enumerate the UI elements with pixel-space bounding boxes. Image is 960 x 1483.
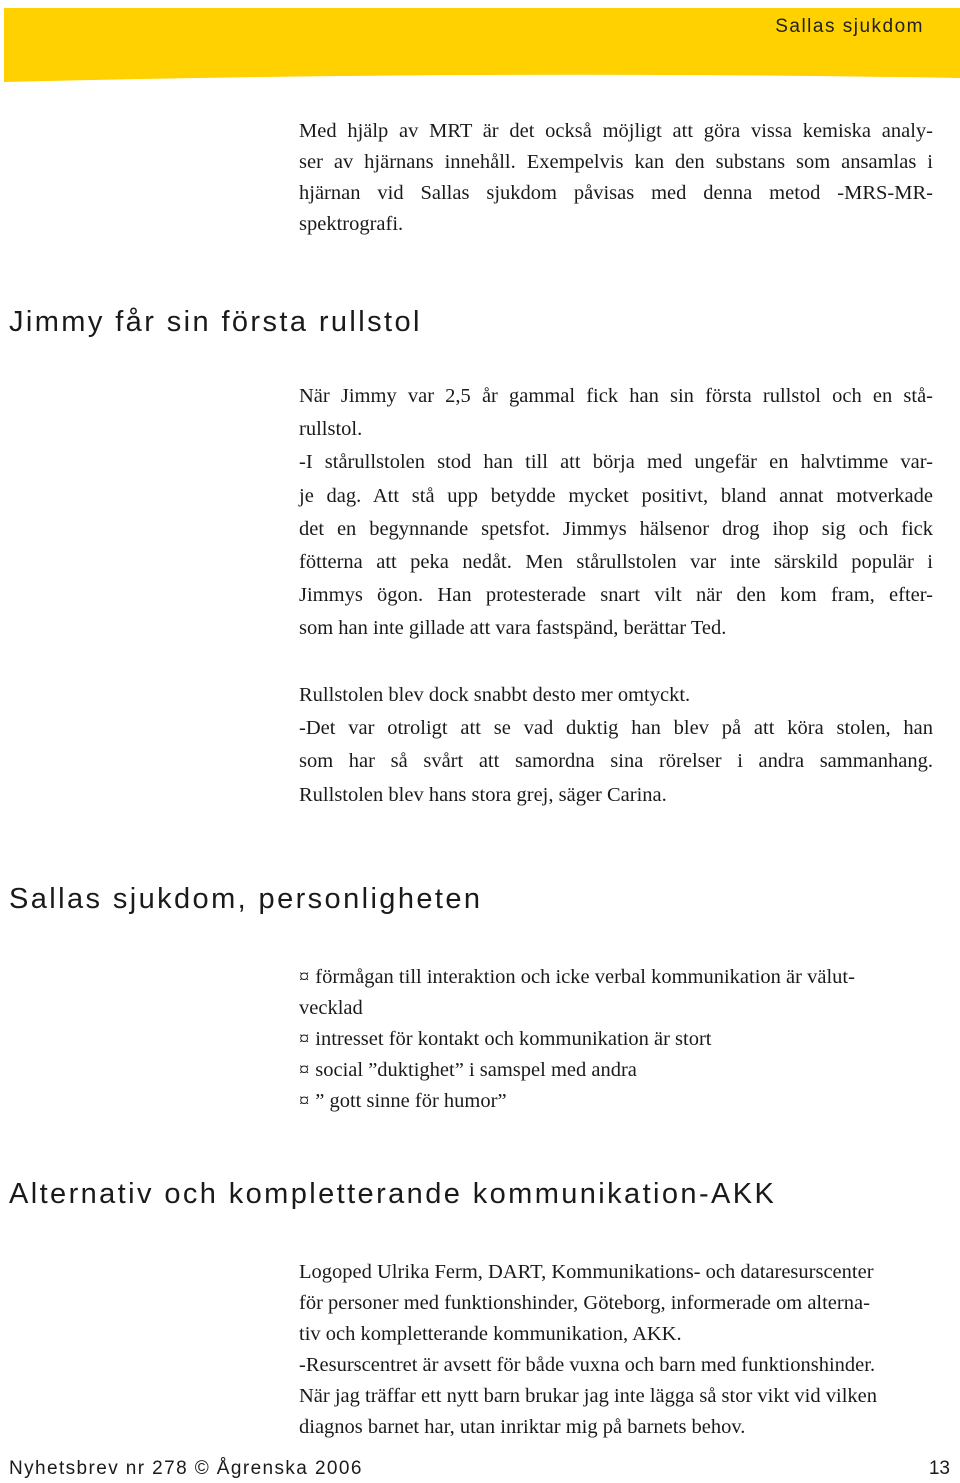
text-line: Rullstolen blev dock snabbt desto mer omtyckt. [299, 684, 691, 706]
text-line: hjärnan vid Sallas sjukdom påvisas med denna metod -MRS-MR- [299, 182, 933, 204]
jimmy-paragraph-1 [299, 380, 933, 646]
text-line: som han inte gillade att vara fastspänd, berättar Ted. [299, 617, 727, 640]
list-item-text-continued: vecklad [299, 997, 363, 1019]
text-line: -I stårullstolen stod han till att börja med ungefär en halvtimme var- [299, 451, 933, 474]
footer-publication: Nyhetsbrev nr 278 © Ågrenska 2006 [9, 1458, 363, 1479]
text-line: diagnos barnet har, utan inriktar mig på barnets behov. [299, 1416, 746, 1438]
bullet-icon: ¤ [299, 1059, 310, 1081]
jimmy-paragraph-2 [299, 679, 933, 812]
text-line: När jag träffar ett nytt barn brukar jag inte lägga så stor vikt vid vilken [299, 1385, 877, 1407]
list-item-text: ” gott sinne för humor” [315, 1090, 507, 1112]
bullet-icon: ¤ [299, 1090, 310, 1112]
text-line: -Det var otroligt att se vad duktig han blev på att köra stolen, han [299, 717, 933, 740]
list-item-text: intresset för kontakt och kommunikation är stort [315, 1028, 712, 1050]
text-line: Jimmys ögon. Han protesterade snart vilt när den kom fram, efter- [299, 584, 933, 607]
text-line: som har så svårt att samordna sina rörelser i andra sammanhang. [299, 750, 933, 773]
text-line: tiv och kompletterande kommunikation, AKK. [299, 1323, 682, 1345]
personality-list [299, 962, 933, 1117]
bullet-icon: ¤ [299, 1028, 310, 1050]
list-item-text: social ”duktighet” i samspel med andra [315, 1059, 637, 1081]
text-line: fötterna att peka nedåt. Men stårullstolen var inte särskild populär i [299, 551, 933, 574]
running-title: Sallas sjukdom [775, 16, 924, 37]
text-line: När Jimmy var 2,5 år gammal fick han sin första rullstol och en stå- [299, 385, 933, 407]
bullet-icon: ¤ [299, 966, 310, 988]
text-line: je dag. Att stå upp betydde mycket positivt, bland annat motverkade [299, 484, 933, 507]
text-line: rullstol. [299, 418, 363, 441]
intro-paragraph [299, 116, 933, 240]
list-item [299, 1024, 933, 1055]
list-item [299, 1086, 933, 1117]
text-line: -Resurscentret är avsett för både vuxna och barn med funktionshinder. [299, 1354, 876, 1376]
text-line: spektrografi. [299, 213, 404, 235]
text-line: Med hjälp av MRT är det också möjligt att göra vissa kemiska analy- [299, 120, 933, 142]
list-item-text: förmågan till interaktion och icke verbal kommunikation är välut- [315, 966, 855, 988]
section-heading-akk: Alternativ och kompletterande kommunikation-AKK [9, 1178, 777, 1210]
text-line: Rullstolen blev hans stora grej, säger Carina. [299, 783, 667, 806]
text-line: för personer med funktionshinder, Göteborg, informerade om alterna- [299, 1292, 870, 1314]
yellow-swoosh-shape [0, 0, 960, 90]
page-number: 13 [928, 1458, 950, 1479]
text-line: ser av hjärnans innehåll. Exempelvis kan den substans som ansamlas i [299, 151, 933, 173]
text-line: Logoped Ulrika Ferm, DART, Kommunikations- och dataresurscenter [299, 1261, 874, 1283]
list-item [299, 1055, 933, 1086]
header-banner [0, 0, 960, 90]
list-item [299, 962, 933, 1024]
section-heading-personality: Sallas sjukdom, personligheten [9, 883, 483, 915]
section-heading-jimmy: Jimmy får sin första rullstol [9, 306, 422, 338]
text-line: det en begynnande spetsfot. Jimmys hälsenor drog ihop sig och fick [299, 517, 933, 540]
akk-paragraph [299, 1257, 955, 1443]
